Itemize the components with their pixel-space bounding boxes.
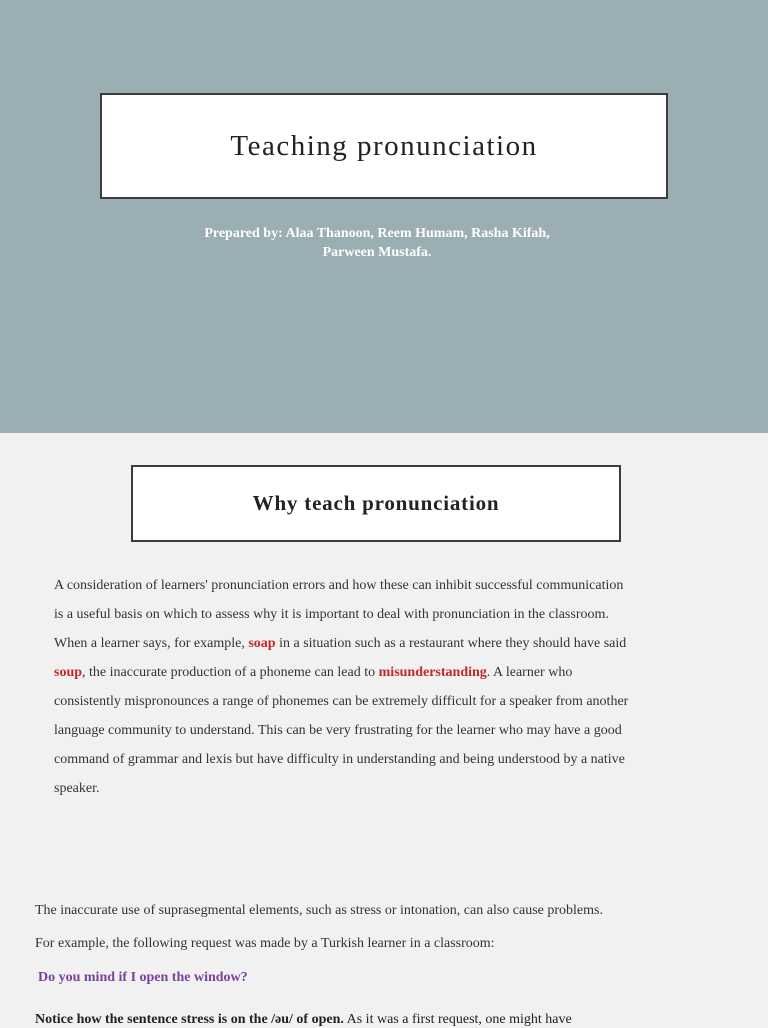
title-box (100, 93, 668, 199)
heading-box (131, 465, 621, 542)
content-slide (0, 433, 768, 1027)
slide-subtitle (0, 224, 754, 262)
paragraph-why (54, 571, 719, 803)
paragraph-line: For example, the following request was made by a Turkish learner in a classroom: (35, 936, 495, 951)
paragraph-line (54, 629, 719, 658)
highlight-soap: soap (248, 636, 276, 651)
text-run: When a learner says, for example, (54, 636, 249, 651)
text-run: . A learner who (486, 665, 573, 680)
subtitle-line: Parween Mustafa. (322, 245, 432, 260)
paragraph-line: is a useful basis on which to assess why it is important to deal with pronunciation in the classroom. (54, 607, 609, 622)
text-run: , the inaccurate production of a phoneme can lead to (82, 665, 379, 680)
paragraph-line: command of grammar and lexis but have difficulty in understanding and being understood by a native (54, 752, 625, 767)
paragraph-suprasegmental (35, 894, 735, 960)
highlight-misunderstanding: misunderstanding (378, 665, 487, 680)
text-run: in a situation such as a restaurant where they should have said (275, 636, 627, 651)
title-slide (0, 0, 768, 433)
notice-text (35, 1012, 572, 1028)
paragraph-line: The inaccurate use of suprasegmental elements, such as stress or intonation, can also cause problems. (35, 903, 603, 918)
paragraph-line: speaker. (54, 781, 100, 796)
subtitle-line: Prepared by: Alaa Thanoon, Reem Humam, Rasha Kifah, (204, 226, 550, 241)
slide-title: Teaching pronunciation (230, 129, 538, 162)
notice-bold: Notice how the sentence stress is on the /əu/ of open. (35, 1012, 344, 1027)
paragraph-line: consistently mispronounces a range of phonemes can be extremely difficult for a speaker from another (54, 694, 629, 709)
notice-rest: As it was a first request, one might have (343, 1012, 572, 1027)
paragraph-line (54, 658, 719, 687)
slide-heading: Why teach pronunciation (252, 491, 500, 515)
paragraph-line: language community to understand. This can be very frustrating for the learner who may have a good (54, 723, 622, 738)
paragraph-line: A consideration of learners' pronunciation errors and how these can inhibit successful communication (54, 578, 624, 593)
highlight-soup: soup (54, 665, 83, 680)
example-question: Do you mind if I open the window? (38, 970, 248, 985)
